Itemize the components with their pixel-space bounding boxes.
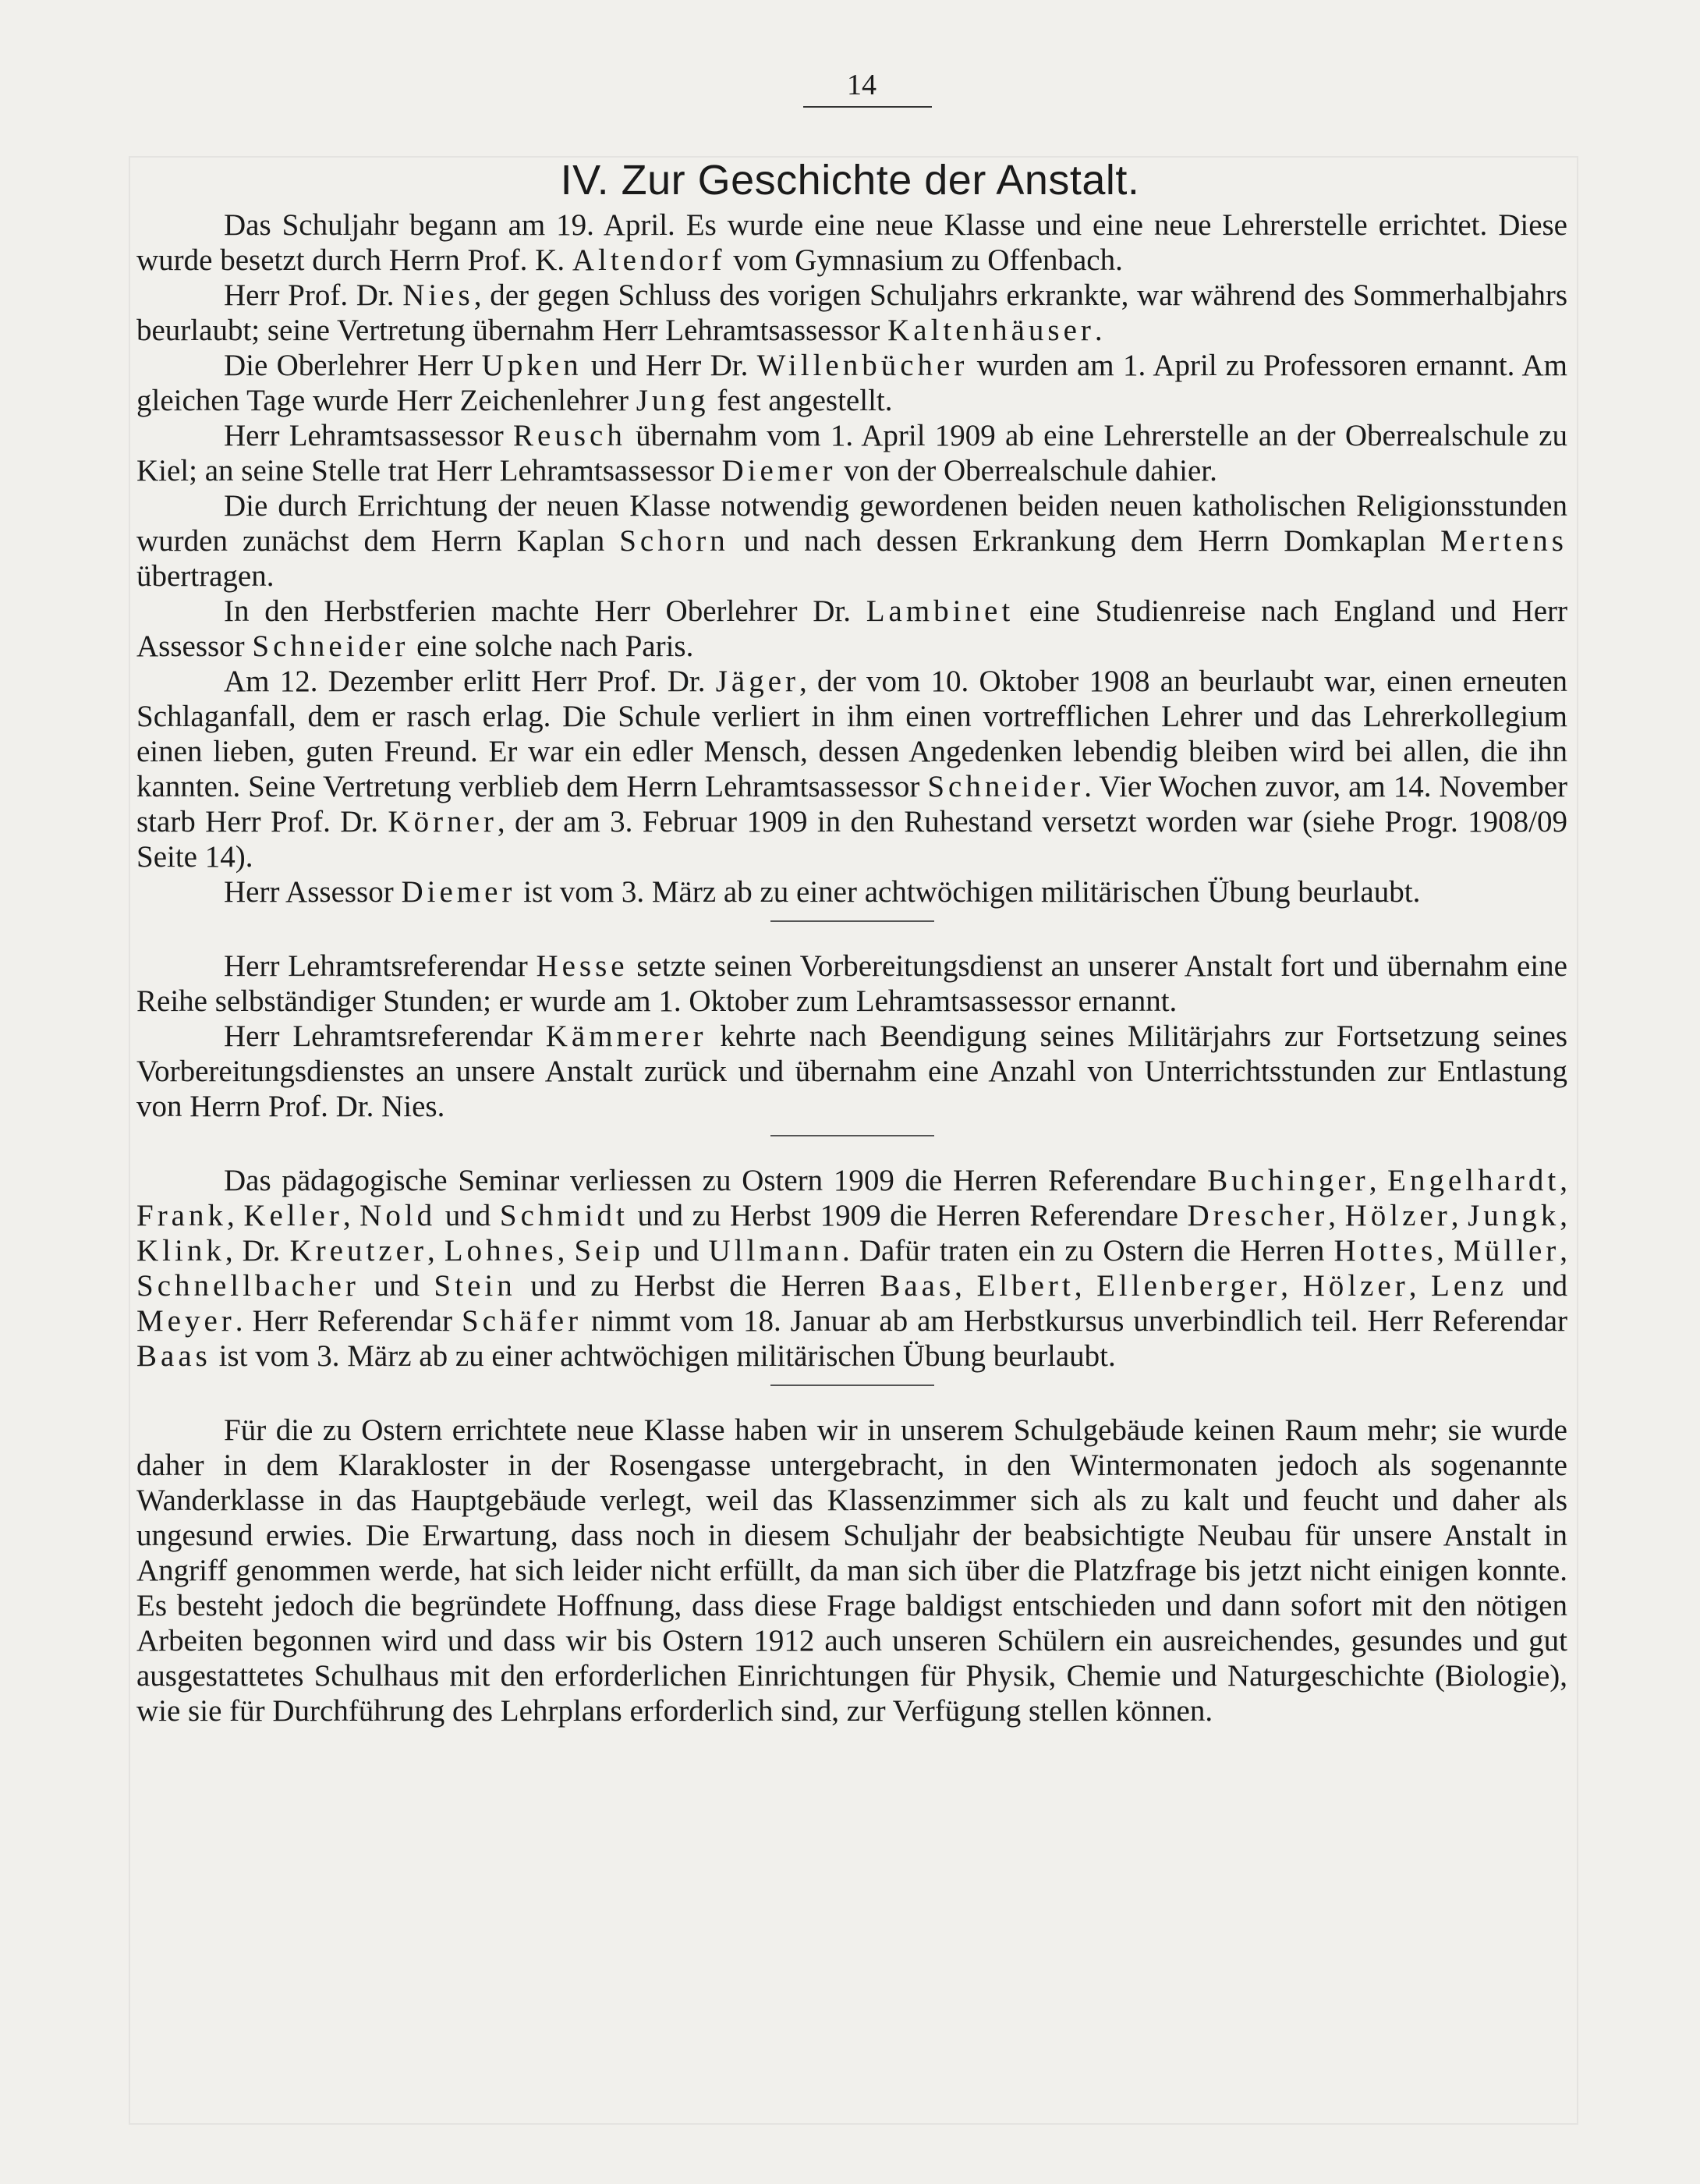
paragraph: Herr Assessor Diemer ist vom 3. März ab zu einer achtwöchigen militärischen Übung beurlaubt. bbox=[224, 875, 1421, 909]
paragraph: Die durch Errichtung der neuen Klasse notwendig gewordenen beiden neuen katholischen Religionsstunden wurden zunächst dem Herrn Kaplan Schorn und nach dessen Erkrankung dem Herrn Domkaplan Mertens übertragen. bbox=[136, 489, 1567, 593]
page-number-rule bbox=[803, 106, 932, 108]
person-name: Mertens bbox=[1440, 524, 1567, 558]
body-text bbox=[136, 207, 1567, 1728]
person-name: Müller bbox=[1454, 1234, 1560, 1268]
person-name: Baas bbox=[136, 1339, 211, 1373]
person-name: Baas bbox=[880, 1269, 955, 1303]
person-name: Hesse bbox=[536, 949, 629, 983]
person-name: Kreutzer bbox=[289, 1234, 427, 1268]
person-name: Elbert bbox=[976, 1269, 1075, 1303]
person-name: Hottes bbox=[1333, 1234, 1437, 1268]
person-name: Ellenberger bbox=[1096, 1269, 1281, 1303]
person-name: Hölzer bbox=[1344, 1199, 1451, 1232]
person-name: Schäfer bbox=[461, 1304, 583, 1338]
person-name: Körner bbox=[388, 805, 498, 838]
person-name: Reusch bbox=[513, 419, 626, 452]
person-name: Jungk bbox=[1468, 1199, 1560, 1232]
person-name: Frank bbox=[136, 1199, 227, 1232]
person-name: Stein bbox=[434, 1269, 516, 1303]
person-name: Jung bbox=[636, 384, 710, 417]
person-name: Hölzer bbox=[1302, 1269, 1409, 1303]
person-name: Diemer bbox=[721, 454, 837, 488]
person-name: Willenbücher bbox=[756, 349, 969, 382]
person-name: Lenz bbox=[1431, 1269, 1507, 1303]
person-name: Keller bbox=[243, 1199, 343, 1232]
person-name: Schneider bbox=[252, 629, 409, 663]
person-name: Meyer bbox=[136, 1304, 236, 1338]
paragraph: Das pädagogische Seminar verliessen zu Ostern 1909 die Herren Referendare Buchinger, Engelhardt, Frank, Keller, Nold und Schmidt und zu Herbst 1909 die Herren Referendare Drescher, Hölzer, Jungk, Klink, Dr. Kreutzer, Lohnes, Seip und Ullmann. Dafür traten ein zu Ostern die Herren Hottes, Müller, Schnellbacher und Stein und zu Herbst die Herren Baas, Elbert, Ellenberger, Hölzer, Lenz und Meyer. Herr Referendar Schäfer nimmt vom 18. Januar ab am Herbstkursus unverbindlich teil. Herr Referendar Baas ist vom 3. März ab zu einer achtwöchigen militärischen Übung beurlaubt. bbox=[136, 1164, 1568, 1373]
paragraph: Am 12. Dezember erlitt Herr Prof. Dr. Jäger, der vom 10. Oktober 1908 an beurlaubt war, einen erneuten Schlaganfall, dem er rasch erlag. Die Schule verliert in ihm einen vortrefflichen Lehrer und das Lehrerkollegium einen lieben, guten Freund. Er war ein edler Mensch, dessen Angedenken lebendig bleiben wird bei allen, die ihn kannten. Seine Vertretung verblieb dem Herrn Lehramtsassessor Schneider. Vier Wochen zuvor, am 14. November starb Herr Prof. Dr. Körner, der am 3. Februar 1909 in den Ruhestand versetzt worden war (siehe Progr. 1908/09 Seite 14). bbox=[136, 665, 1567, 874]
paragraph: Das Schuljahr begann am 19. April. Es wurde eine neue Klasse und eine neue Lehrerstelle errichtet. Diese wurde besetzt durch Herrn Prof. K. Altendorf vom Gymnasium zu Offenbach. bbox=[136, 208, 1567, 277]
person-name: Klink bbox=[136, 1234, 225, 1268]
person-name: Lohnes bbox=[444, 1234, 558, 1268]
paragraph: In den Herbstferien machte Herr Oberlehrer Dr. Lambinet eine Studienreise nach England und Herr Assessor Schneider eine solche nach Paris. bbox=[136, 594, 1567, 663]
person-name: Schnellbacher bbox=[136, 1269, 359, 1303]
person-name: Ullmann bbox=[708, 1234, 842, 1268]
person-name: Schmidt bbox=[499, 1199, 629, 1232]
person-name: Engelhardt bbox=[1387, 1164, 1560, 1197]
person-name: Diemer bbox=[401, 875, 516, 909]
person-name: Altendorf bbox=[572, 243, 726, 277]
person-name: Seip bbox=[574, 1234, 644, 1268]
section-separator bbox=[770, 1135, 934, 1136]
person-name: Kämmerer bbox=[545, 1019, 707, 1053]
person-name: Buchinger bbox=[1207, 1164, 1369, 1197]
person-name: Drescher bbox=[1187, 1199, 1329, 1232]
section-separator bbox=[770, 920, 934, 922]
paragraph: Die Oberlehrer Herr Upken und Herr Dr. Willenbücher wurden am 1. April zu Professoren ernannt. Am gleichen Tage wurde Herr Zeichenlehrer Jung fest angestellt. bbox=[136, 349, 1568, 417]
person-name: Jäger bbox=[715, 665, 800, 698]
paragraph: Herr Lehramtsassessor Reusch übernahm vom 1. April 1909 ab eine Lehrerstelle an der Oberrealschule zu Kiel; an seine Stelle trat Herr Lehramtsassessor Diemer von der Oberrealschule dahier. bbox=[136, 419, 1567, 488]
person-name: Lambinet bbox=[866, 594, 1015, 628]
person-name: Kaltenhäuser bbox=[887, 314, 1095, 347]
paragraph: Für die zu Ostern errichtete neue Klasse haben wir in unserem Schulgebäude keinen Raum mehr; sie wurde daher in dem Klarakloster in der Rosengasse untergebracht, in den Wintermonaten jedoch als sogenannte Wanderklasse in das Hauptgebäude verlegt, weil das Klassenzimmer sich als zu kalt und feucht und daher als ungesund erwies. Die Erwartung, dass noch in diesem Schuljahr der beabsichtigte Neubau für unsere Anstalt in Angriff genommen werde, hat sich leider nicht erfüllt, da man sich über die Platzfrage bis jetzt nicht einigen konnte. Es besteht jedoch die begründete Hoffnung, dass diese Frage baldigst entschieden und dann sofort mit den nötigen Arbeiten begonnen wird und dass wir bis Ostern 1912 auch unseren Schülern ein ausreichendes, gesundes und gut ausgestattetes Schulhaus mit den erforderlichen Einrichtungen für Physik, Chemie und Naturgeschichte (Biologie), wie sie für Durchführung des Lehrplans erforderlich sind, zur Verfügung stellen können. bbox=[136, 1413, 1567, 1728]
paragraph: Herr Lehramtsreferendar Kämmerer kehrte nach Beendigung seines Militärjahrs zur Fortsetzung seines Vorbereitungsdienstes an unsere Anstalt zurück und übernahm eine Anzahl von Unterrichtsstunden zur Entlastung von Herrn Prof. Dr. Nies. bbox=[136, 1019, 1567, 1123]
person-name: Schorn bbox=[619, 524, 729, 558]
person-name: Schneider bbox=[927, 770, 1085, 803]
person-name: Nold bbox=[359, 1199, 437, 1232]
person-name: Upken bbox=[481, 349, 583, 382]
paragraph: Herr Prof. Dr. Nies, der gegen Schluss des vorigen Schuljahrs erkrankte, war während des Sommerhalbjahrs beurlaubt; seine Vertretung übernahm Herr Lehramtsassessor Kaltenhäuser. bbox=[136, 278, 1567, 347]
section-heading: IV. Zur Geschichte der Anstalt. bbox=[560, 157, 1140, 204]
paragraph: Herr Lehramtsreferendar Hesse setzte seinen Vorbereitungsdienst an unserer Anstalt fort und übernahm eine Reihe selbständiger Stunden; er wurde am 1. Oktober zum Lehramtsassessor ernannt. bbox=[136, 949, 1567, 1018]
page-number: 14 bbox=[847, 69, 877, 101]
section-separator bbox=[770, 1384, 934, 1386]
person-name: Nies bbox=[402, 278, 474, 312]
